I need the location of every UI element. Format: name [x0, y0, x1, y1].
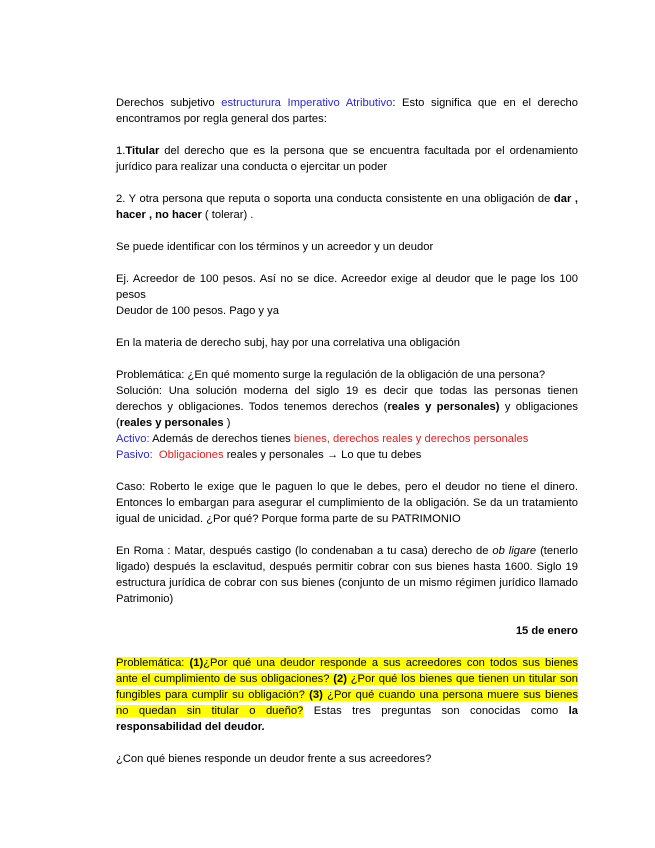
bold-term: reales y personales	[119, 417, 224, 429]
text: En Roma : Matar, después castigo (lo condenaban a tu casa) derecho de	[116, 545, 493, 557]
text: y obligaciones (	[116, 401, 578, 429]
text: (tenerlo ligado) después la esclavitud, después permitir cobrar con sus bienes hasta 1600. Siglo 19 estructura jurídica de cobrar con sus bienes (conjunto de un mismo régimen jurídico llamado Patrimonio)	[116, 545, 579, 605]
pasivo-line	[116, 447, 578, 463]
date-heading	[116, 623, 578, 639]
text-line: Ej. Acreedor de 100 pesos. Así no se dice. Acreedor exige al deudor que le page los 100 pesos	[116, 273, 578, 301]
question-text: Problemática: ¿En qué momento surge la regulación de la obligación de una persona?	[116, 369, 546, 381]
number-label: (1)	[189, 657, 204, 669]
text: 2. Y otra persona que reputa o soporta una conducta consistente en una obligación de	[116, 193, 554, 205]
text: del derecho que es la persona que se encuentra facultada por el ordenamiento jurídico para realizar una conducta o ejercitar un poder	[116, 145, 578, 173]
number-label: (3)	[309, 689, 323, 701]
activo-label: Activo:	[116, 433, 150, 445]
text: Solución: Una solución moderna del siglo 19 es decir que todas las personas tienen derechos y obligaciones. Todos tenemos derechos (	[116, 385, 578, 413]
activo-line	[116, 431, 578, 447]
red-text: Obligaciones	[158, 449, 224, 461]
paragraph-titular	[116, 143, 578, 175]
text: reales y personales → Lo que tu debes	[223, 449, 422, 461]
bold-term: la responsabilidad del deudor.	[116, 705, 578, 733]
bold-term: dar , hacer , no hacer	[116, 193, 578, 221]
number-label: (2)	[333, 673, 347, 685]
paragraph-otra-persona	[116, 191, 578, 223]
paragraph-correlativa: En la materia de derecho subj, hay por una correlativa una obligación	[116, 337, 460, 349]
text: Además de derechos tienes	[149, 433, 294, 445]
paragraph-derechos-subjetivo	[116, 95, 578, 127]
text: ( tolerar) .	[201, 209, 254, 221]
text: 1.	[116, 145, 126, 157]
blue-term: estructurura Imperativo Atributivo	[221, 97, 393, 109]
text: ¿Por qué cuando una persona muere sus bienes no quedan sin titular o dueño?	[116, 689, 578, 717]
pasivo-label: Pasivo:	[116, 449, 153, 461]
paragraph-roma	[116, 543, 578, 607]
bold-term: Titular	[125, 145, 160, 157]
date-text: 15 de enero	[515, 625, 578, 637]
red-text: bienes, derechos reales y derechos personales	[293, 433, 529, 445]
paragraph-caso: Caso: Roberto le exige que le paguen lo que le debes, pero el deudor no tiene el dinero. Entonces lo embargan para asegurar el cumplimiento de la obligación. Se da un tratamiento igual de unicidad. ¿Por qué? Porque forma parte de su PATRIMONIO	[116, 481, 578, 525]
text: Derechos subjetivo	[116, 97, 222, 109]
paragraph-ejemplo	[116, 271, 578, 319]
text: ¿Por qué los bienes que tienen un titular son fungibles para cumplir su obligación?	[116, 673, 579, 701]
text: )	[223, 417, 231, 429]
text-line: Deudor de 100 pesos. Pago y ya	[116, 305, 279, 317]
paragraph-terminos: Se puede identificar con los términos y un acreedor y un deudor	[116, 241, 434, 253]
text: : Esto significa que en el derecho encontramos por regla general dos partes:	[116, 97, 578, 125]
text: Estas tres preguntas son conocidas como	[303, 705, 569, 717]
paragraph-problematica-1	[116, 367, 578, 463]
solution-text	[116, 383, 578, 431]
paragraph-pregunta-final: ¿Con qué bienes responde un deudor frente a sus acreedores?	[116, 753, 432, 765]
paragraph-problematica-2	[116, 655, 578, 735]
italic-term: ob ligare	[492, 545, 537, 557]
text: Problemática:	[116, 657, 190, 669]
text: ¿Por qué una deudor responde a sus acreedores con todos sus bienes ante el cumplimiento de sus obligaciones?	[116, 657, 578, 685]
bold-term: reales y personales)	[387, 401, 500, 413]
